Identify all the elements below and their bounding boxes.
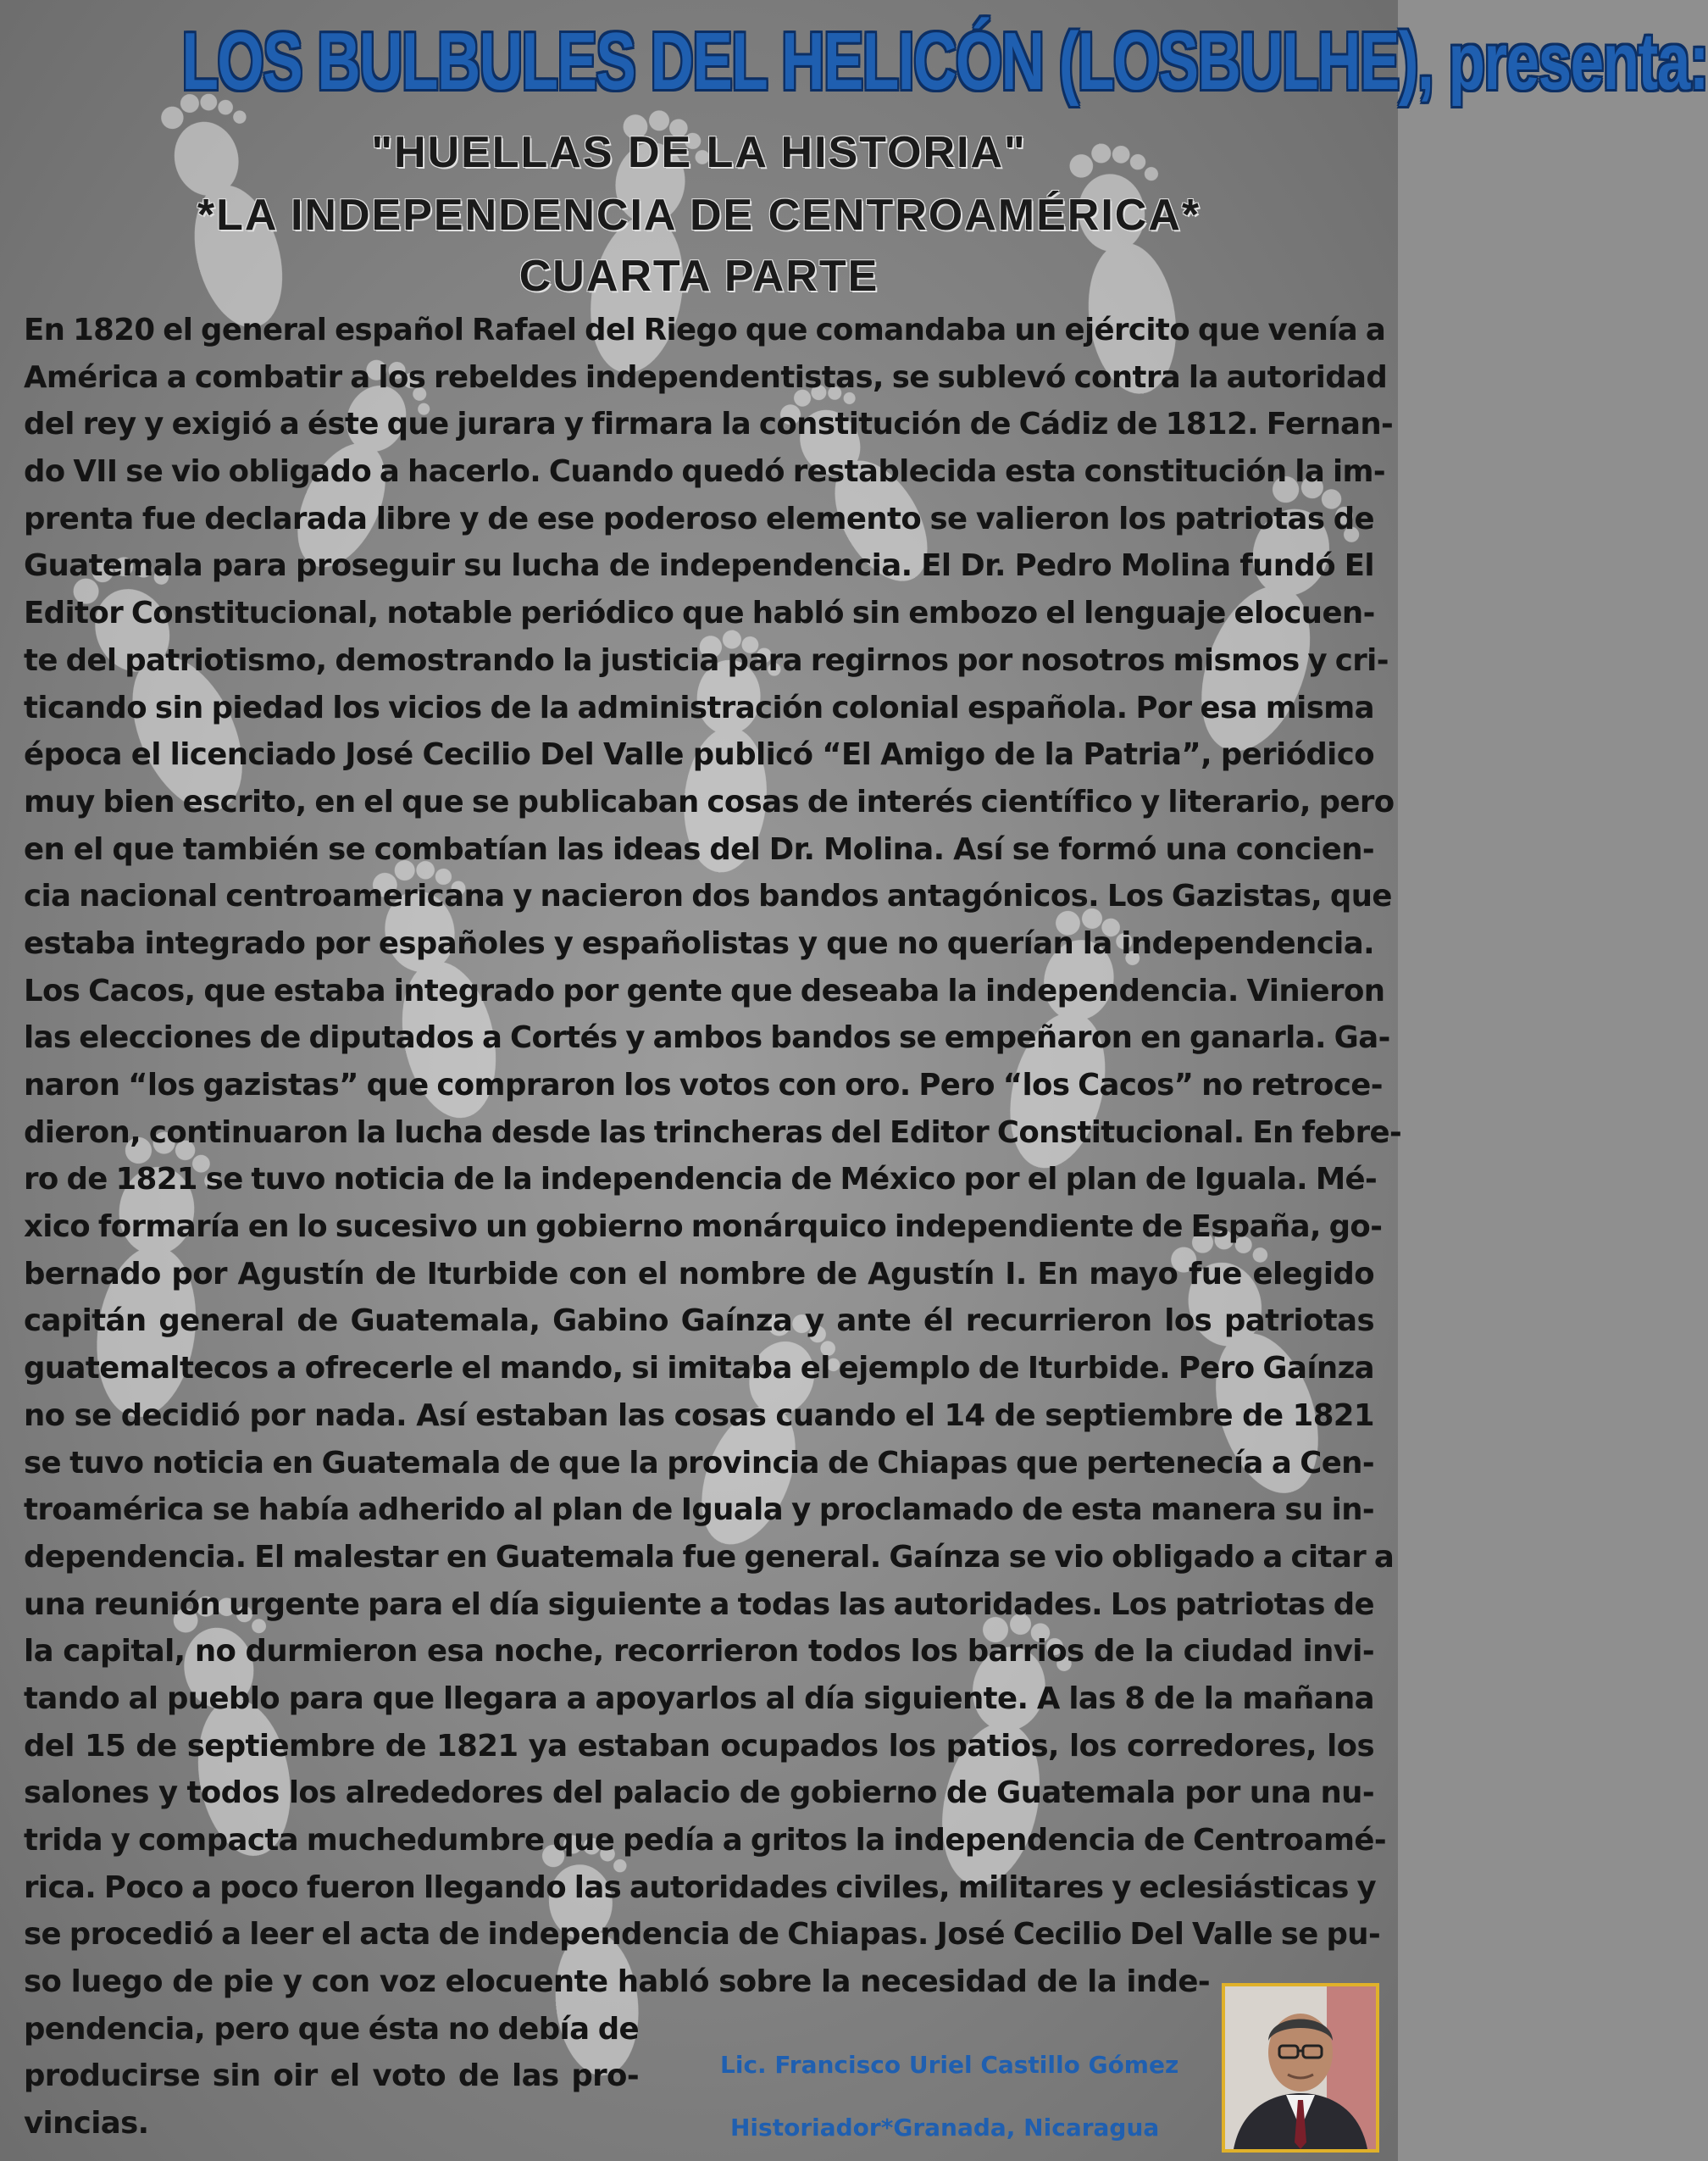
body-line: guatemaltecos a ofrecerle el mando, si imitaba el ejemplo de Iturbide. Pero Gaínza xyxy=(24,1351,1374,1386)
body-line: muy bien escrito, en el que se publicaban cosas de interés científico y literario, pero xyxy=(24,784,1395,819)
body-line: se procedió a leer el acta de independencia de Chiapas. José Cecilio Del Valle se pu- xyxy=(24,1917,1381,1953)
body-line: pendencia, pero que ésta no debía de xyxy=(24,2011,639,2047)
body-line: Guatemala para proseguir su lucha de independencia. El Dr. Pedro Molina fundó El xyxy=(24,548,1374,584)
body-line: capitán general de Guatemala, Gabino Gaínza y ante él recurrieron los patriotas xyxy=(24,1303,1374,1339)
author-name: Lic. Francisco Uriel Castillo Gómez xyxy=(720,2051,1179,2079)
body-line: Editor Constitucional, notable periódico que habló sin embozo el lenguaje elocuen- xyxy=(24,596,1375,631)
body-line: te del patriotismo, demostrando la justicia para regirnos por nosotros mismos y cri- xyxy=(24,642,1389,678)
body-line: troamérica se había adherido al plan de Iguala y proclamado de esta manera su in- xyxy=(24,1492,1374,1528)
body-line: naron “los gazistas” que compraron los votos con oro. Pero “los Cacos” no retroce- xyxy=(24,1068,1383,1103)
body-line: vincias. xyxy=(24,2106,149,2142)
body-line: la capital, no durmieron esa noche, recorrieron todos los barrios de la ciudad invi- xyxy=(24,1634,1374,1669)
body-line: se tuvo noticia en Guatemala de que la provincia de Chiapas que pertenecía a Cen- xyxy=(24,1445,1374,1480)
body-line: las elecciones de diputados a Cortés y ambos bandos se empeñaron en ganarla. Ga- xyxy=(24,1020,1390,1056)
author-photo xyxy=(1222,1983,1379,2153)
body-line: En 1820 el general español Rafael del Riego que comandaba un ejército que venía a xyxy=(24,313,1386,347)
body-line: ro de 1821 se tuvo noticia de la independencia de México por el plan de Iguala. Mé- xyxy=(24,1162,1378,1197)
body-line: prenta fue declarada libre y de ese poderoso elemento se valieron los patriotas de xyxy=(24,501,1374,536)
body-line: no se decidió por nada. Así estaban las cosas cuando el 14 de septiembre de 1821 xyxy=(24,1397,1374,1433)
body-line: en el que también se combatían las ideas del Dr. Molina. Así se formó una concien- xyxy=(24,831,1374,867)
body-line: bernado por Agustín de Iturbide con el nombre de Agustín I. En mayo fue elegido xyxy=(24,1256,1374,1292)
body-line: estaba integrado por españoles y españolistas y que no querían la independencia. xyxy=(24,925,1374,961)
author-title-location: Historiador*Granada, Nicaragua xyxy=(730,2114,1160,2142)
body-line: del rey y exigió a éste que jurara y firmara la constitución de Cádiz de 1812. Fernan- xyxy=(24,407,1394,442)
article-body xyxy=(24,307,1402,2147)
portrait-image xyxy=(1225,1986,1376,2149)
part-label: CUARTA PARTE xyxy=(518,252,879,301)
body-line: producirse sin oir el voto de las pro- xyxy=(24,2058,639,2094)
body-line: trida y compacta muchedumbre que pedía a gritos la independencia de Centroamé- xyxy=(24,1823,1386,1858)
body-line: América a combatir a los rebeldes independentistas, se sublevó contra la autoridad xyxy=(24,359,1388,395)
body-line: dieron, continuaron la lucha desde las trincheras del Editor Constitucional. En febre- xyxy=(24,1114,1402,1150)
body-line: tando al pueblo para que llegara a apoyarlos al día siguiente. A las 8 de la mañana xyxy=(24,1680,1374,1716)
body-line: una reunión urgente para el día siguiente a todas las autoridades. Los patriotas de xyxy=(24,1586,1374,1622)
body-line: rica. Poco a poco fueron llegando las autoridades civiles, militares y eclesiásticas y xyxy=(24,1869,1377,1905)
body-line: xico formaría en lo sucesivo un gobierno monárquico independiente de España, go- xyxy=(24,1209,1383,1245)
body-line: ticando sin piedad los vicios de la administración colonial española. Por esa misma xyxy=(24,690,1374,725)
organization-title: LOS BULBULES DEL HELICÓN (LOSBULHE), presenta: xyxy=(181,16,1708,107)
body-line: dependencia. El malestar en Guatemala fue general. Gaínza se vio obligado a citar a xyxy=(24,1539,1395,1575)
body-line: salones y todos los alrededores del palacio de gobierno de Guatemala por una nu- xyxy=(24,1775,1374,1811)
body-line: do VII se vio obligado a hacerlo. Cuando quedó restablecida esta constitución la im- xyxy=(24,454,1386,490)
body-line: cia nacional centroamericana y nacieron dos bandos antagónicos. Los Gazistas, que xyxy=(24,879,1392,914)
series-title: "HUELLAS DE LA HISTORIA" xyxy=(371,128,1027,177)
article-title: *LA INDEPENDENCIA DE CENTROAMÉRICA* xyxy=(197,191,1201,240)
body-line: Los Cacos, que estaba integrado por gente que deseaba la independencia. Vinieron xyxy=(24,973,1385,1008)
body-line: so luego de pie y con voz elocuente habló sobre la necesidad de la inde- xyxy=(24,1964,1210,2000)
body-line: época el licenciado José Cecilio Del Valle publicó “El Amigo de la Patria”, periódico xyxy=(24,737,1374,773)
body-line: del 15 de septiembre de 1821 ya estaban ocupados los patios, los corredores, los xyxy=(24,1728,1374,1764)
